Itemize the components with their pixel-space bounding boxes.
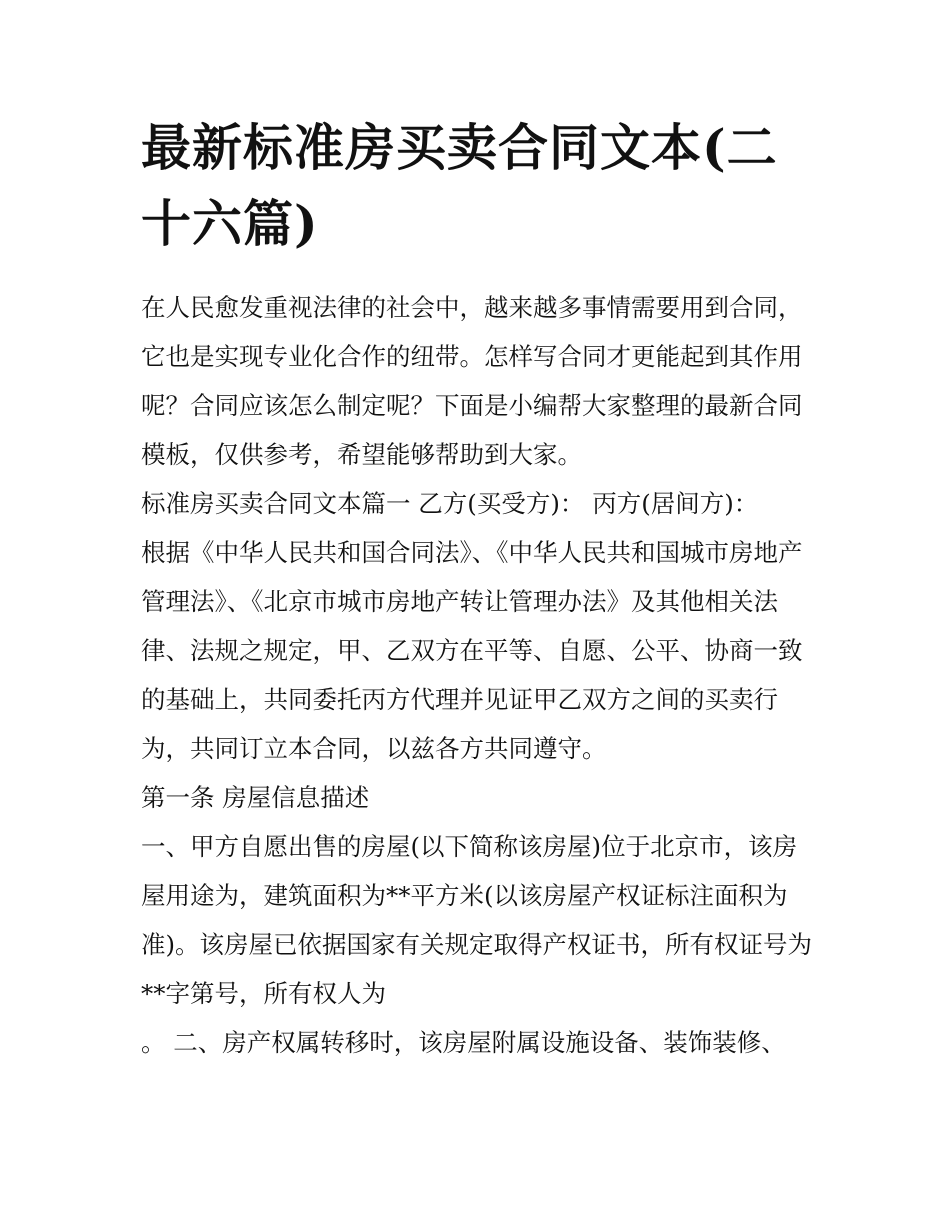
property-info-paragraph: 一、甲方自愿出售的房屋(以下简称该房屋)位于北京市，该房屋用途为，建筑面积为**平方米(以该房屋产权证标注面积为准)。该房屋已依据国家有关规定取得产权证书，所有权证号为**字第号，所有权人为 [141,832,813,1008]
intro-paragraph: 在人民愈发重视法律的社会中，越来越多事情需要用到合同，它也是实现专业化合作的纽带。怎样写合同才更能起到其作用呢？合同应该怎么制定呢？下面是小编帮大家整理的最新合同模板，仅供参考，希望能够帮助到大家。 [141,293,803,469]
legal-basis-paragraph: 根据《中华人民共和国合同法》、《中华人民共和国城市房地产管理法》、《北京市城市房地产转让管理办法》及其他相关法律、法规之规定，甲、乙双方在平等、自愿、公平、协商一致的基础上，共同委托丙方代理并见证甲乙双方之间的买卖行为，共同订立本合同，以兹各方共同遵守。 [141,538,803,763]
document-page [141,0,816,1229]
document-title: 最新标准房买卖合同文本(二十六篇) [141,118,778,253]
article-one-heading: 第一条 房屋信息描述 [141,783,370,812]
document-body [141,283,816,1067]
ownership-transfer-paragraph: 。 二、房产权属转移时，该房屋附属设施设备、装饰装修、 [141,1028,786,1057]
contract-heading-line: 标准房买卖合同文本篇一 乙方(买受方)： 丙方(居间方)： [141,489,759,518]
